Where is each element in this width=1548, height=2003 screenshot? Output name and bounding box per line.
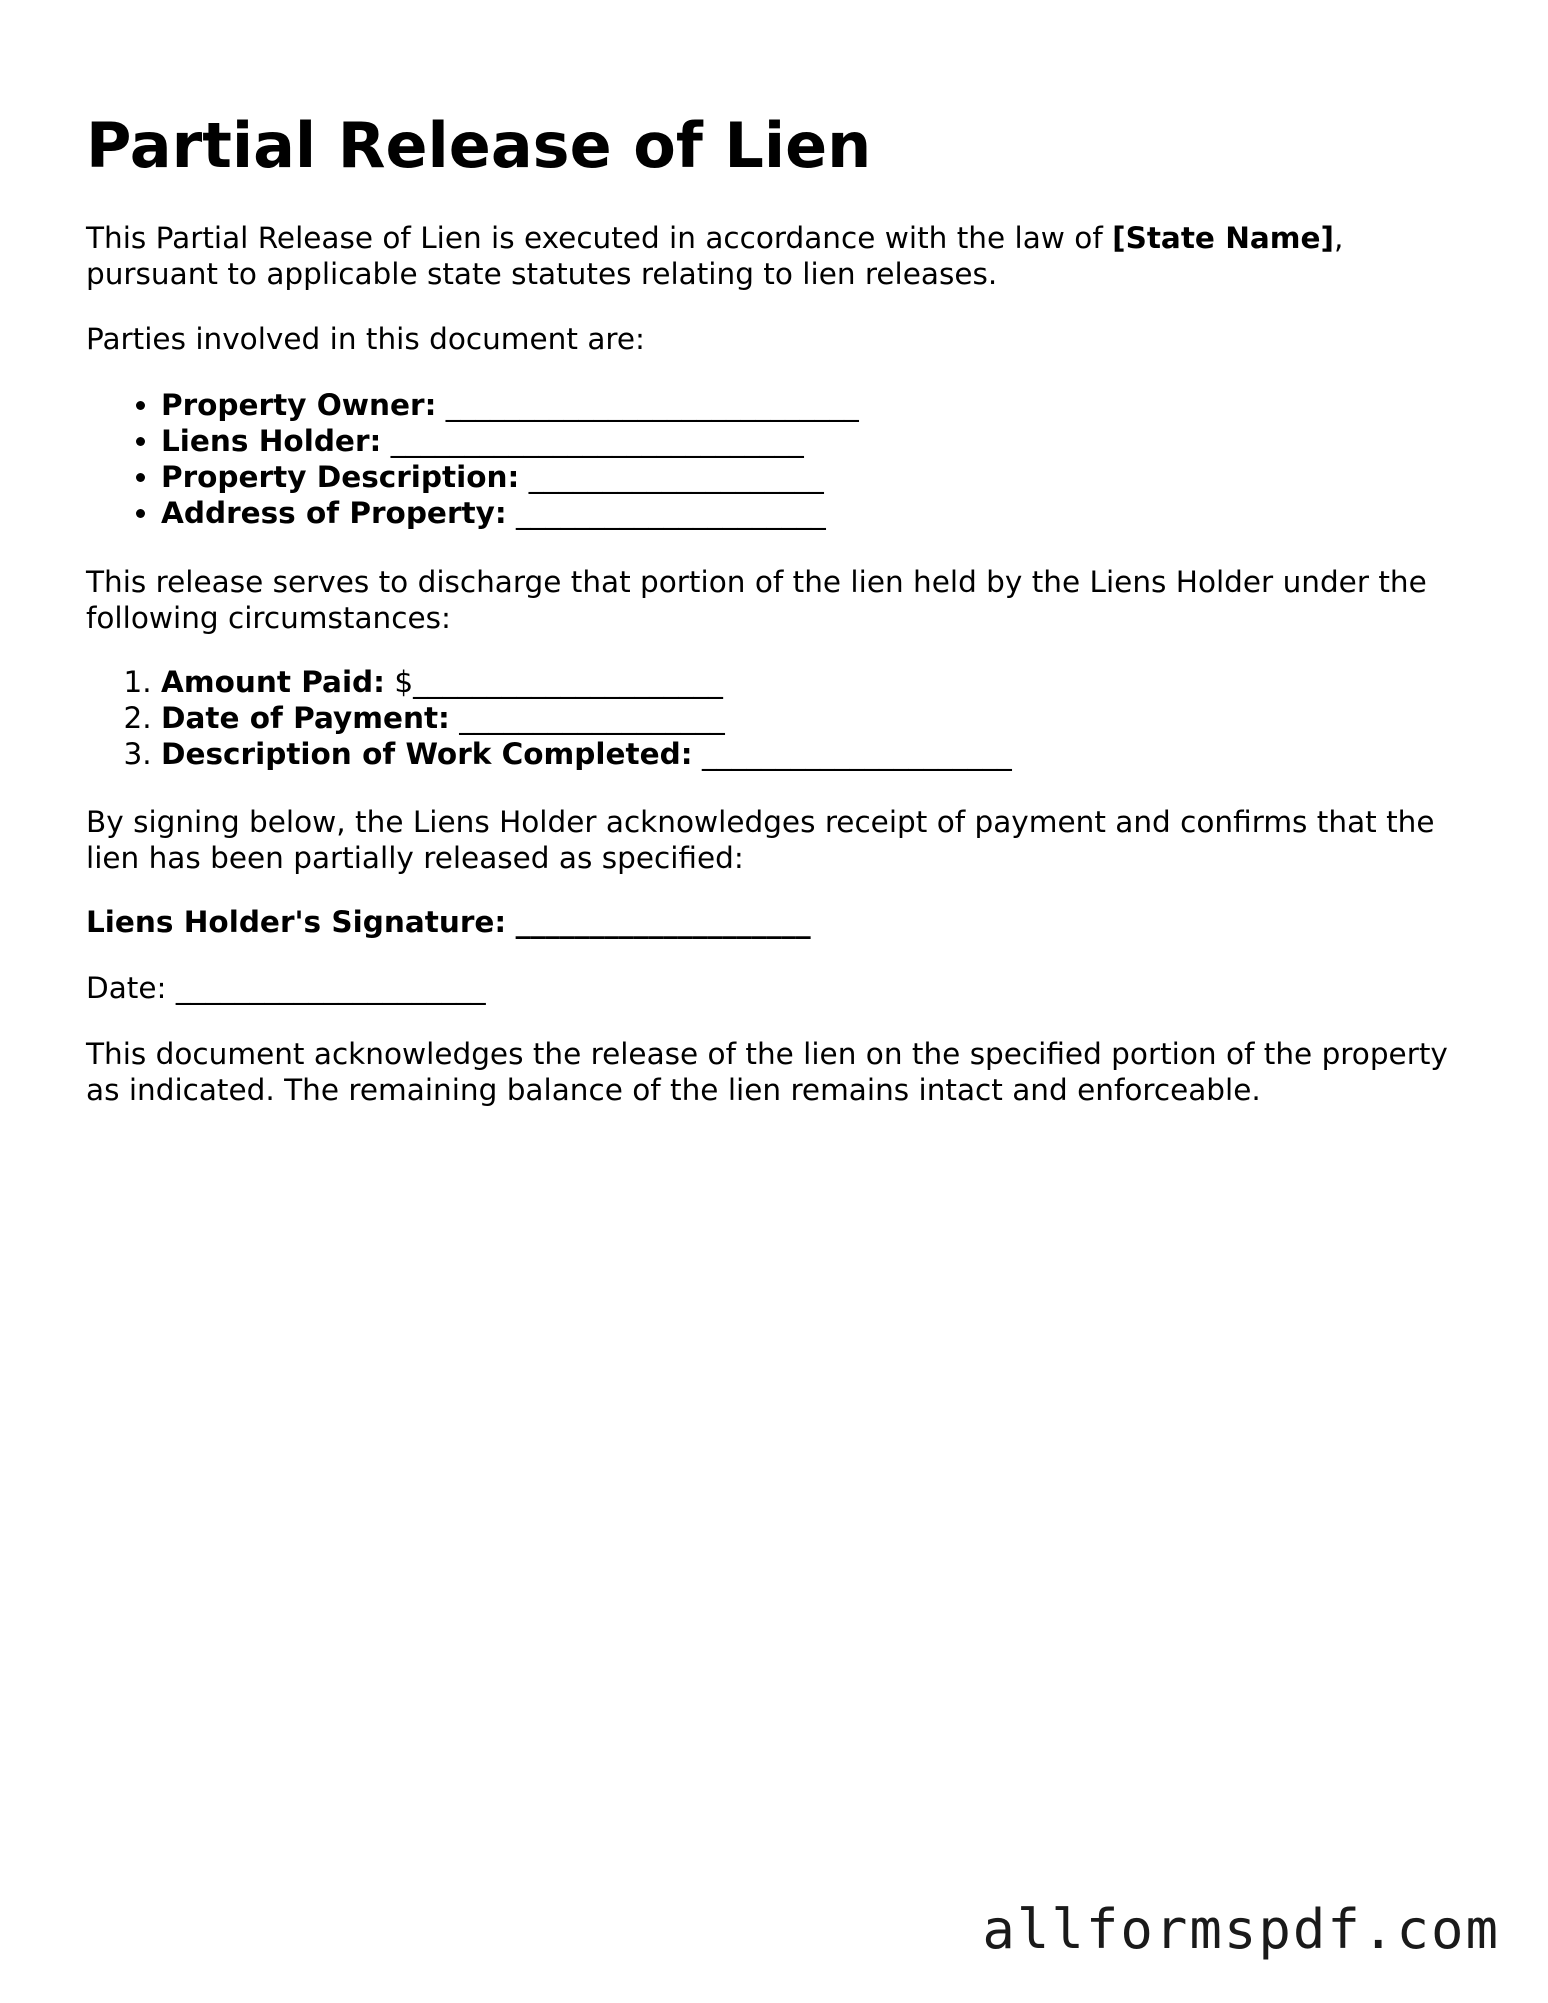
document-title: Partial Release of Lien <box>86 109 872 182</box>
party-blank: ____________________ <box>528 460 824 494</box>
signature-label: Liens Holder's Signature: <box>86 905 507 939</box>
signature-blank: ____________________ <box>515 905 811 939</box>
parties-list <box>86 387 1541 531</box>
circumstance-blank: $_____________________ <box>394 665 723 699</box>
list-item <box>161 664 1541 700</box>
circumstance-blank: _____________________ <box>701 737 1012 771</box>
parties-heading: Parties involved in this document are: <box>86 322 645 356</box>
list-item <box>161 423 1541 459</box>
list-item <box>161 495 1541 531</box>
intro-text-after: , pursuant to applicable state statutes relating to lien releases. <box>86 221 1344 291</box>
signature-line <box>86 904 1466 940</box>
state-name-placeholder: [State Name] <box>1112 221 1335 255</box>
intro-paragraph <box>86 220 1466 292</box>
circumstances-list <box>86 664 1541 772</box>
list-item <box>161 459 1541 495</box>
circumstance-label: Description of Work Completed: <box>161 737 693 771</box>
date-label: Date: <box>86 971 167 1005</box>
party-blank: ____________________________ <box>445 388 859 422</box>
party-blank: _____________________ <box>516 496 826 530</box>
list-item <box>161 736 1541 772</box>
party-blank: ____________________________ <box>390 424 804 458</box>
party-label: Property Description: <box>161 460 520 494</box>
list-item <box>161 387 1541 423</box>
date-line <box>86 970 1466 1006</box>
date-blank: _____________________ <box>175 971 486 1005</box>
circumstance-label: Amount Paid: <box>161 665 385 699</box>
circumstance-label: Date of Payment: <box>161 701 450 735</box>
acknowledgement-paragraph: By signing below, the Liens Holder acknowledges receipt of payment and confirms that the lien has been partially released as specified: <box>86 805 1435 875</box>
circumstances-intro: This release serves to discharge that portion of the lien held by the Liens Holder under the following circumstances: <box>86 565 1427 635</box>
party-label: Address of Property: <box>161 496 507 530</box>
party-label: Property Owner: <box>161 388 437 422</box>
list-item <box>161 700 1541 736</box>
site-watermark: allformspdf.com <box>982 1898 1500 1961</box>
intro-text-before: This Partial Release of Lien is executed in accordance with the law of <box>86 221 1113 255</box>
party-label: Liens Holder: <box>161 424 382 458</box>
circumstance-blank: __________________ <box>459 701 725 735</box>
closing-paragraph: This document acknowledges the release of the lien on the specified portion of the property as indicated. The remaining balance of the lien remains intact and enforceable. <box>86 1037 1448 1107</box>
